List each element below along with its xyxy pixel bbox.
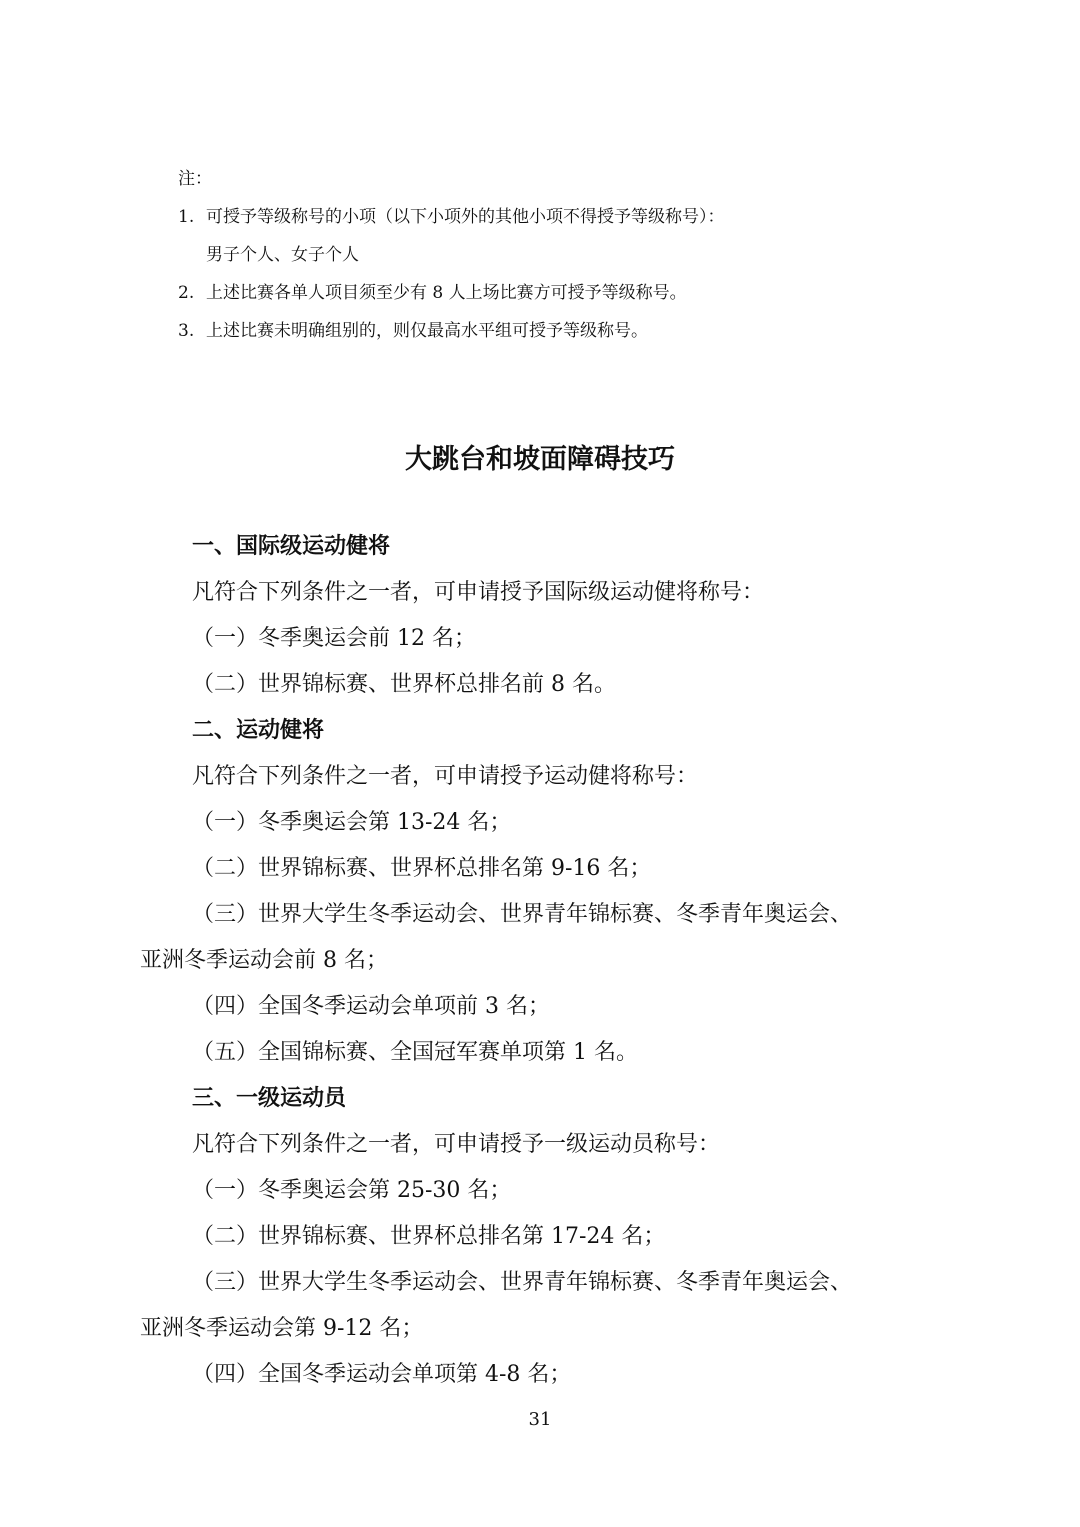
criteria-item: （三）世界大学生冬季运动会、世界青年锦标赛、冬季青年奥运会、 — [192, 902, 853, 927]
note-text: 上述比赛未明确组别的，则仅最高水平组可授予等级称号。 — [206, 321, 648, 341]
document-body — [140, 524, 960, 1398]
criteria-item-continued: 亚洲冬季运动会前 8 名； — [140, 948, 388, 973]
section-heading: 二、运动健将 — [192, 718, 325, 743]
note-text: 上述比赛各单人项目须至少有 8 人上场比赛方可授予等级称号。 — [206, 283, 687, 303]
criteria-item: （四）全国冬季运动会单项前 3 名； — [192, 994, 550, 1019]
note-number: 2. — [178, 283, 195, 303]
section-intro: 凡符合下列条件之一者，可申请授予运动健将称号： — [192, 764, 699, 789]
criteria-item: （二）世界锦标赛、世界杯总排名前 8 名。 — [192, 672, 616, 697]
notes-block — [178, 160, 725, 350]
criteria-item: （二）世界锦标赛、世界杯总排名第 9-16 名； — [192, 856, 652, 881]
note-text: 男子个人、女子个人 — [206, 245, 359, 265]
section-intro: 凡符合下列条件之一者，可申请授予一级运动员称号： — [192, 1132, 721, 1157]
criteria-item: （一）冬季奥运会第 13-24 名； — [192, 810, 512, 835]
note-number: 1. — [178, 207, 195, 227]
note-item — [178, 236, 725, 274]
section-heading: 一、国际级运动健将 — [192, 534, 391, 559]
note-text: 可授予等级称号的小项（以下小项外的其他小项不得授予等级称号）： — [206, 207, 725, 227]
criteria-item: （四）全国冬季运动会单项第 4-8 名； — [192, 1362, 572, 1387]
section-intro: 凡符合下列条件之一者，可申请授予国际级运动健将称号： — [192, 580, 765, 605]
note-item — [178, 198, 725, 236]
criteria-item: （五）全国锦标赛、全国冠军赛单项第 1 名。 — [192, 1040, 638, 1065]
notes-label: 注： — [178, 169, 212, 189]
section-title: 大跳台和坡面障碍技巧 — [405, 444, 675, 475]
criteria-item: （三）世界大学生冬季运动会、世界青年锦标赛、冬季青年奥运会、 — [192, 1270, 853, 1295]
note-number: 3. — [178, 321, 195, 341]
criteria-item: （一）冬季奥运会前 12 名； — [192, 626, 476, 651]
section-heading: 三、一级运动员 — [192, 1086, 347, 1111]
note-item — [178, 312, 725, 350]
criteria-item-continued: 亚洲冬季运动会第 9-12 名； — [140, 1316, 424, 1341]
criteria-item: （二）世界锦标赛、世界杯总排名第 17-24 名； — [192, 1224, 666, 1249]
criteria-item: （一）冬季奥运会第 25-30 名； — [192, 1178, 512, 1203]
page-number: 31 — [528, 1409, 552, 1430]
note-item — [178, 274, 725, 312]
